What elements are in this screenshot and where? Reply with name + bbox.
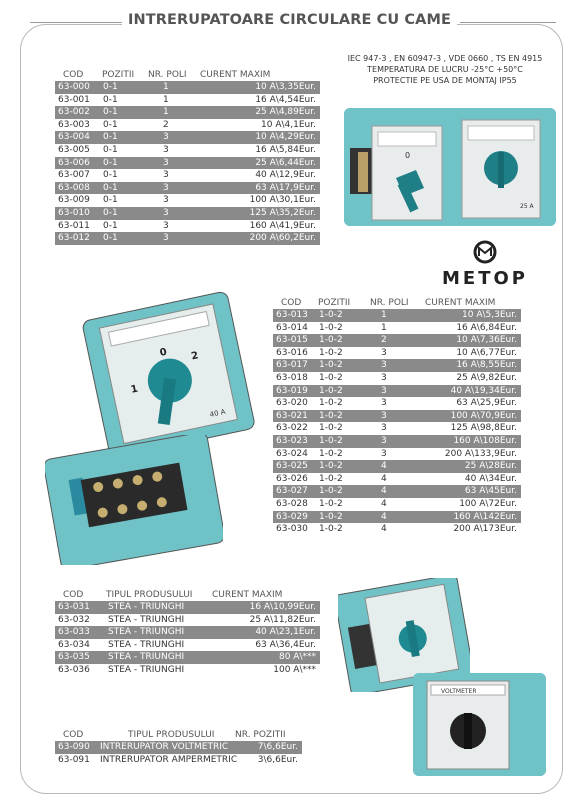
- protection-line: PROTECTIE PE USA DE MONTAJ IP55: [373, 76, 517, 85]
- column-header: COD: [63, 590, 84, 600]
- table-row: [55, 194, 320, 207]
- table-cell: 0-1: [103, 132, 118, 143]
- column-header: TIPUL PRODUSULUI: [128, 730, 215, 740]
- table-cell: 63-026: [276, 473, 308, 484]
- table-cell: 16 A\4,54Eur.: [255, 94, 316, 105]
- table-cell: 63 A\36,4Eur.: [255, 639, 316, 650]
- table-cell: 16 A\10,99Eur.: [249, 602, 316, 612]
- table-cell: 0-1: [103, 144, 118, 155]
- table-row: [273, 473, 521, 486]
- table-cell: 1: [381, 322, 387, 333]
- table-row: [273, 372, 521, 385]
- photo-switch-body: [45, 435, 223, 565]
- table-cell: 0-1: [103, 220, 118, 231]
- table-cell: 3: [381, 372, 387, 383]
- table-cell: 40 A\19,34Eur.: [450, 385, 517, 396]
- column-header: NR. POLI: [148, 70, 187, 80]
- table-cell: 25 A\28Eur.: [464, 461, 517, 472]
- table-header: [55, 730, 302, 741]
- table-cell: 1-0-2: [319, 473, 343, 484]
- table-cell: 63-027: [276, 486, 308, 497]
- table-header: [273, 298, 521, 309]
- table-row: [273, 309, 521, 322]
- table-header: [55, 590, 320, 601]
- rating-label-40a: 40 A: [209, 407, 227, 419]
- table-cell: 63-023: [276, 435, 308, 446]
- table-cell: 63-018: [276, 372, 308, 383]
- dial-label-1: 1: [129, 383, 139, 396]
- column-header: COD: [63, 730, 84, 740]
- table-cell: 63-031: [58, 602, 90, 612]
- table-cell: 1-0-2: [319, 398, 343, 409]
- table-cell: 63-000: [58, 82, 90, 92]
- table-row: [55, 232, 320, 245]
- temperature-line: TEMPERATURA DE LUCRU -25°C +50°C: [367, 65, 523, 74]
- dial-label-2: 2: [190, 350, 200, 363]
- dial-label-0: 0: [405, 151, 411, 160]
- table-cell: 63-020: [276, 398, 308, 409]
- table-cell: 1-0-2: [319, 524, 343, 535]
- table-row: [55, 182, 320, 195]
- table-cell: 63-004: [58, 132, 90, 143]
- table-row: [273, 347, 521, 360]
- table-cell: 0-1: [103, 195, 118, 206]
- table-cell: 2: [163, 119, 169, 130]
- table-cell: 1-0-2: [319, 498, 343, 509]
- table-cell: 10 A\7,36Eur.: [456, 335, 517, 346]
- table-cell: 10 A\4,1Eur.: [261, 119, 316, 130]
- table-3pos-switches: [273, 298, 521, 536]
- table-cell: 63-006: [58, 157, 90, 168]
- page-title: INTRERUPATOARE CIRCULARE CU CAME: [0, 12, 579, 28]
- table-cell: 16 A\6,84Eur.: [456, 322, 517, 333]
- table-row: [55, 651, 320, 664]
- table-cell: 160 A\41,9Eur.: [249, 220, 316, 231]
- column-header: TIPUL PRODUSULUI: [106, 590, 193, 600]
- table-row: [273, 334, 521, 347]
- table-cell: 3: [163, 207, 169, 218]
- table-row: [55, 144, 320, 157]
- table-cell: 3: [163, 132, 169, 143]
- table-row: [55, 614, 320, 627]
- dial-label-0b: 0: [158, 346, 168, 359]
- column-header: NR. POLI: [370, 298, 409, 308]
- table-row: [273, 410, 521, 423]
- table-cell: INTRERUPATOR VOLTMETRIC: [100, 742, 229, 752]
- table-cell: 1: [163, 82, 169, 92]
- table-cell: 10 A\6,77Eur.: [456, 347, 517, 358]
- table-row: [55, 626, 320, 639]
- table-cell: 100 A\***: [273, 664, 316, 675]
- table-row: [55, 119, 320, 132]
- table-cell: 3: [163, 195, 169, 206]
- table-cell: 63 A\25,9Eur.: [456, 398, 517, 409]
- table-cell: 3: [381, 435, 387, 446]
- table-cell: 1-0-2: [319, 335, 343, 346]
- table-cell: 63 A\45Eur.: [464, 486, 517, 497]
- table-cell: STEA - TRIUNGHI: [108, 664, 185, 675]
- table-cell: 1-0-2: [319, 486, 343, 497]
- table-cell: 3: [163, 144, 169, 155]
- table-cell: 10 A\5,3Eur.: [462, 310, 517, 320]
- table-cell: 1-0-2: [319, 347, 343, 358]
- table-row: [55, 94, 320, 107]
- table-row: [55, 207, 320, 220]
- table-cell: 100 A\70,9Eur.: [450, 410, 517, 421]
- table-cell: 16 A\8,55Eur.: [456, 360, 517, 371]
- table-cell: 7\6,6Eur.: [257, 742, 298, 752]
- table-cell: 1-0-2: [319, 372, 343, 383]
- table-row: [273, 511, 521, 524]
- table-cell: 10 A\4,29Eur.: [255, 132, 316, 143]
- table-cell: 3: [163, 233, 169, 244]
- table-cell: 63-035: [58, 652, 90, 663]
- table-cell: 63-028: [276, 498, 308, 509]
- table-row: [273, 460, 521, 473]
- table-cell: 4: [381, 486, 387, 497]
- column-header: COD: [281, 298, 302, 308]
- table-cell: 3: [163, 182, 169, 193]
- table-cell: 1-0-2: [319, 322, 343, 333]
- table-cell: 63-091: [58, 754, 90, 765]
- brand-emblem-icon: [470, 240, 500, 264]
- table-cell: 1-0-2: [319, 385, 343, 396]
- table-meter-switches: [55, 730, 302, 766]
- table-row: [55, 131, 320, 144]
- table-cell: STEA - TRIUNGHI: [108, 614, 185, 625]
- table-cell: 63-029: [276, 511, 308, 522]
- table-cell: 1-0-2: [319, 360, 343, 371]
- table-cell: 125 A\35,2Eur.: [249, 207, 316, 218]
- column-header: CURENT MAXIM: [212, 590, 283, 600]
- table-cell: 3: [163, 170, 169, 181]
- table-row: [55, 157, 320, 170]
- table-row: [55, 741, 302, 754]
- table-cell: 200 A\133,9Eur.: [444, 448, 517, 459]
- table-cell: 4: [381, 511, 387, 522]
- table-cell: 63-011: [58, 220, 90, 231]
- table-row: [273, 523, 521, 536]
- table-cell: 63-014: [276, 322, 308, 333]
- table-cell: 1-0-2: [319, 435, 343, 446]
- table-cell: 63-021: [276, 410, 308, 421]
- table-row: [55, 754, 302, 767]
- table-cell: 63-009: [58, 195, 90, 206]
- table-cell: 63-017: [276, 360, 308, 371]
- table-cell: 3: [381, 360, 387, 371]
- table-cell: 0-1: [103, 94, 118, 105]
- table-header: [55, 70, 320, 81]
- table-cell: 63-001: [58, 94, 90, 105]
- table-cell: 3: [163, 157, 169, 168]
- table-cell: 100 A\72Eur.: [459, 498, 517, 509]
- table-cell: 63-090: [58, 742, 90, 752]
- photo-voltmeter-switch: [413, 673, 546, 776]
- table-cell: 63-013: [276, 310, 308, 320]
- brand-name: METOP: [442, 268, 528, 289]
- table-cell: 160 A\108Eur.: [453, 435, 517, 446]
- table-cell: 40 A\34Eur.: [464, 473, 517, 484]
- table-cell: 3: [381, 410, 387, 421]
- table-cell: 63-015: [276, 335, 308, 346]
- table-row: [55, 169, 320, 182]
- table-cell: 10 A\3,35Eur.: [255, 82, 316, 92]
- table-cell: 3: [381, 398, 387, 409]
- table-cell: 1-0-2: [319, 410, 343, 421]
- photo-switches-pair: [344, 108, 556, 226]
- table-row: [55, 601, 320, 614]
- table-cell: 1: [381, 310, 387, 320]
- brand-logo: [435, 240, 535, 289]
- table-row: [55, 220, 320, 233]
- table-cell: 16 A\5,84Eur.: [255, 144, 316, 155]
- table-cell: 3\6,6Eur.: [257, 754, 298, 765]
- table-row: [273, 498, 521, 511]
- table-cell: 63-033: [58, 627, 90, 638]
- table-cell: 63-022: [276, 423, 308, 434]
- table-cell: STEA - TRIUNGHI: [108, 652, 185, 663]
- table-cell: 80 A\***: [278, 652, 316, 663]
- column-header: NR. POZITII: [235, 730, 286, 740]
- table-cell: 40 A\12,9Eur.: [255, 170, 316, 181]
- table-cell: 63-016: [276, 347, 308, 358]
- table-cell: 4: [381, 524, 387, 535]
- table-cell: 63-024: [276, 448, 308, 459]
- column-header: COD: [63, 70, 84, 80]
- table-cell: 3: [163, 220, 169, 231]
- table-row: [55, 639, 320, 652]
- table-row: [273, 322, 521, 335]
- standards-info: [325, 53, 565, 86]
- column-header: CURENT MAXIM: [200, 70, 271, 80]
- column-header: POZITII: [102, 70, 135, 80]
- table-cell: 125 A\98,8Eur.: [450, 423, 517, 434]
- table-cell: 3: [381, 347, 387, 358]
- table-cell: 63-008: [58, 182, 90, 193]
- table-cell: STEA - TRIUNGHI: [108, 602, 185, 612]
- table-cell: 1-0-2: [319, 423, 343, 434]
- table-cell: 63-003: [58, 119, 90, 130]
- table-cell: 200 A\60,2Eur.: [249, 233, 316, 244]
- table-cell: 160 A\142Eur.: [453, 511, 517, 522]
- table-cell: 0-1: [103, 157, 118, 168]
- table-cell: 4: [381, 461, 387, 472]
- table-row: [273, 485, 521, 498]
- table-cell: 0-1: [103, 170, 118, 181]
- table-cell: 63-002: [58, 107, 90, 118]
- table-row: [273, 448, 521, 461]
- table-row: [273, 359, 521, 372]
- table-cell: 63-005: [58, 144, 90, 155]
- table-cell: INTRERUPATOR AMPERMETRIC: [100, 754, 238, 765]
- table-cell: 63-036: [58, 664, 90, 675]
- table-cell: 3: [381, 423, 387, 434]
- table-cell: 0-1: [103, 182, 118, 193]
- table-row: [273, 385, 521, 398]
- table-cell: 3: [381, 385, 387, 396]
- column-header: POZITII: [318, 298, 351, 308]
- table-row: [55, 106, 320, 119]
- table-cell: 1-0-2: [319, 461, 343, 472]
- table-cell: 25 A\4,89Eur.: [255, 107, 316, 118]
- column-header: CURENT MAXIM: [425, 298, 496, 308]
- table-cell: 100 A\30,1Eur.: [249, 195, 316, 206]
- table-cell: 63-034: [58, 639, 90, 650]
- table-cell: 1: [163, 94, 169, 105]
- table-star-delta: [55, 590, 320, 677]
- table-cell: 63-007: [58, 170, 90, 181]
- table-2pos-switches: [55, 70, 320, 245]
- table-cell: 25 A\11,82Eur.: [249, 614, 316, 625]
- table-cell: 63 A\17,9Eur.: [255, 182, 316, 193]
- table-cell: 2: [381, 335, 387, 346]
- table-cell: 63-010: [58, 207, 90, 218]
- table-cell: 63-032: [58, 614, 90, 625]
- table-cell: 200 A\173Eur.: [453, 524, 517, 535]
- table-cell: 1-0-2: [319, 511, 343, 522]
- table-cell: 0-1: [103, 107, 118, 118]
- table-cell: 3: [381, 448, 387, 459]
- table-cell: 0-1: [103, 233, 118, 244]
- table-cell: 63-030: [276, 524, 308, 535]
- table-cell: 1-0-2: [319, 448, 343, 459]
- photo-switch-1-0-2: [80, 285, 255, 460]
- table-cell: 0-1: [103, 82, 118, 92]
- table-row: [55, 664, 320, 677]
- table-row: [273, 422, 521, 435]
- table-cell: 4: [381, 498, 387, 509]
- table-cell: 40 A\23,1Eur.: [255, 627, 316, 638]
- table-cell: 63-019: [276, 385, 308, 396]
- table-cell: 25 A\9,82Eur.: [456, 372, 517, 383]
- table-cell: STEA - TRIUNGHI: [108, 639, 185, 650]
- table-cell: 1-0-2: [319, 310, 343, 320]
- table-cell: 63-025: [276, 461, 308, 472]
- table-cell: 4: [381, 473, 387, 484]
- table-cell: 0-1: [103, 207, 118, 218]
- table-cell: 63-012: [58, 233, 90, 244]
- voltmeter-plate-label: VOLTMETER: [441, 688, 477, 695]
- table-cell: 25 A\6,44Eur.: [255, 157, 316, 168]
- table-row: [55, 81, 320, 94]
- table-cell: STEA - TRIUNGHI: [108, 627, 185, 638]
- table-row: [273, 397, 521, 410]
- table-row: [273, 435, 521, 448]
- table-cell: 1: [163, 107, 169, 118]
- rating-label-25a: 25 A: [520, 203, 534, 210]
- standards-line: IEC 947-3 , EN 60947-3 , VDE 0660 , TS EN 4915: [347, 54, 543, 63]
- table-cell: 0-1: [103, 119, 118, 130]
